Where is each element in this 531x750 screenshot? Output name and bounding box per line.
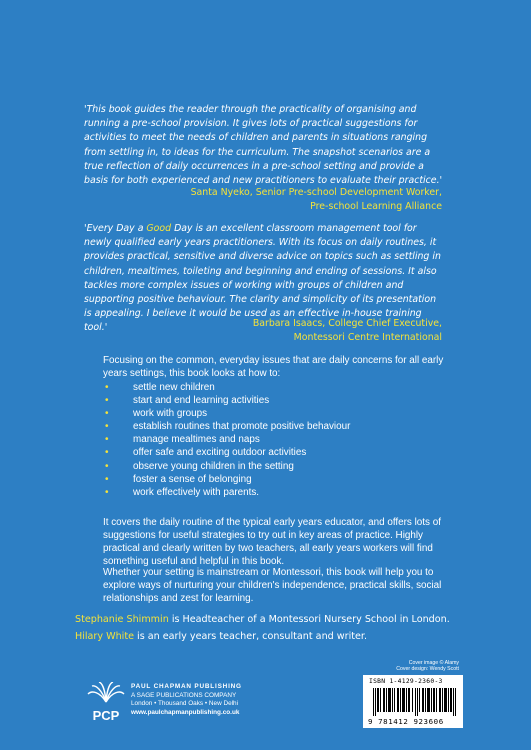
attribution-2-line-1: Barbara Isaacs, College Chief Executive, — [252, 318, 442, 329]
author-description: is Headteacher of a Montessori Nursery School in London. — [168, 614, 450, 625]
bullet-icon: • — [105, 460, 109, 472]
cover-credits — [396, 660, 459, 673]
isbn-label: ISBN 1-4129-2360-3 — [369, 678, 443, 685]
cover-image-credit: Cover image © Alamy — [408, 660, 459, 666]
author-name: Hilary White — [75, 631, 134, 642]
author-bio-2 — [75, 628, 475, 645]
list-item: • observe young children in the setting — [105, 460, 294, 472]
list-item: • work effectively with parents. — [105, 486, 260, 498]
attribution-1-line-1: Santa Nyeko, Senior Pre-school Development Worker, — [190, 187, 442, 198]
bullet-icon: • — [105, 434, 109, 446]
publisher-logo-icon — [86, 682, 126, 724]
publisher-info — [131, 683, 242, 717]
publisher-company: A SAGE PUBLICATIONS COMPANY — [131, 691, 237, 699]
barcode-icon — [373, 688, 459, 716]
attribution-2-line-2: Montessori Centre International — [293, 332, 442, 344]
publisher-cities: London • Thousand Oaks • New Delhi — [131, 700, 239, 708]
list-item: • foster a sense of belonging — [105, 473, 252, 485]
author-description: is an early years teacher, consultant and writer. — [134, 631, 368, 642]
list-item: • establish routines that promote positive behaviour — [105, 421, 351, 433]
publisher-name: PAUL CHAPMAN PUBLISHING — [131, 683, 242, 690]
barcode-digits: 9 781412 923606 — [368, 717, 444, 726]
cover-design-credit: Cover design: Wendy Scott — [396, 666, 459, 673]
quote-2-rest: Day is an excellent classroom management tool for newly qualified early years practitioners. With its focus on daily routines, it provides practical, sensitive and diverse advice on topics such as settling in children, mealtimes, toileting and beginning and ending of sessions. It also tackles more complex issues of working with groups of children and supporting positive behaviour. The clarity and simplicity of its presentation is appealing. I believe it would be used as an effective in-house training tool.' — [84, 223, 441, 334]
description-paragraph-1: It covers the daily routine of the typical early years educator, and offers lots of suggestions for useful strategies to try out in key areas of practice. Highly practical and clearly written by two teachers, all early years workers will find something useful and helpful in this book. — [103, 517, 441, 567]
review-attribution-2 — [253, 317, 442, 345]
list-item: • manage mealtimes and naps — [105, 434, 260, 446]
quote-2-highlight: Good — [146, 223, 172, 234]
svg-text:PCP: PCP — [92, 708, 120, 723]
attribution-1-line-2: Pre-school Learning Alliance — [310, 201, 442, 213]
topic-list — [103, 381, 443, 499]
list-item: • work with groups — [105, 408, 208, 420]
review-attribution-1 — [191, 186, 442, 214]
quote-2-start: 'Every Day a — [84, 223, 147, 234]
list-item: • start and end learning activities — [105, 395, 270, 407]
bullet-icon: • — [105, 486, 109, 498]
barcode-panel — [363, 675, 463, 728]
bullet-icon: • — [105, 395, 109, 407]
bullet-icon: • — [105, 447, 109, 459]
author-name: Stephanie Shimmin — [75, 614, 169, 625]
publisher-url: www.paulchapmanpublishing.co.uk — [131, 708, 240, 716]
intro-paragraph: Focusing on the common, everyday issues that are daily concerns for all early years settings, this book looks at how to: — [103, 355, 444, 379]
author-bio-1 — [75, 611, 475, 628]
description-paragraph-2: Whether your setting is mainstream or Montessori, this book will help you to explore ways of nurturing your children's independence, practical skills, social relationships and zest for learning. — [103, 567, 442, 604]
list-item: • offer safe and exciting outdoor activities — [105, 447, 307, 459]
bullet-icon: • — [105, 408, 109, 420]
bullet-icon: • — [105, 382, 109, 393]
bullet-icon: • — [105, 473, 109, 485]
review-quote-1: 'This book guides the reader through the practicality of organising and running a pre-school provision. It gives lots of practical suggestions for activities to meet the needs of children and parents in situations ranging from settling in, to ideas for the curriculum. The snapshot scenarios are a true reflection of daily occurrences in a pre-school setting and provide a basis for both experienced and new practitioners to evaluate their practice.' — [84, 104, 443, 187]
list-item: • settle new children — [105, 382, 215, 393]
bullet-icon: • — [105, 421, 109, 433]
